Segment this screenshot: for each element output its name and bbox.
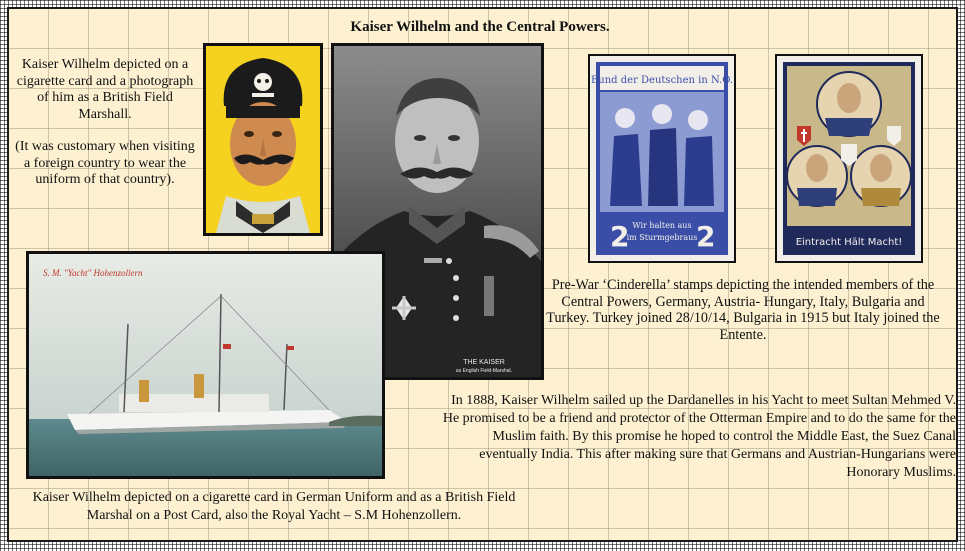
sultan-paragraph: In 1888, Kaiser Wilhelm sailed up the Dardanelles in his Yacht to meet Sultan Mehmed V. He promised to be a friend and protector of the Otterman Empire and to do the same for the Muslim faith. By this promise he hoped to control the Middle East, the Suez Canal eventually India. This after making sure that Germans and Austrian-Hungarians were Honorary Muslims. — [442, 393, 956, 480]
photo-caption-line-2: as English Field-Marshal. — [455, 368, 513, 374]
cinderella-stamp-bund — [588, 54, 736, 263]
stamps-caption: Pre-War ‘Cinderella’ stamps depicting the intended members of the Central Powers, Germany, Austria- Hungary, Italy, Bulgaria and Turkey. Turkey joined 28/10/14, Bulgaria in 1915 but Italy joined the Entente. — [546, 277, 940, 343]
stamp1-top-text: Bund der Deutschen in N.Ö. — [590, 75, 734, 86]
page-title: Kaiser Wilhelm and the Central Powers. — [350, 19, 610, 35]
photo-caption-line-1: THE KAISER — [463, 359, 505, 366]
stamp2-bottom-text: Eintracht Hält Macht! — [795, 237, 903, 248]
card-caption — [14, 57, 196, 189]
stamp1-value-right: 2 — [696, 220, 716, 253]
stamp1-bottom-line-2: im Sturmgebraus — [626, 233, 698, 242]
cigarette-card-image — [203, 43, 323, 236]
card-caption-line-1: Kaiser Wilhelm depicted on a cigarette card and a photograph of him as a British Field Marshall. — [16, 57, 194, 122]
postcard-caption: Kaiser Wilhelm depicted on a cigarette card in German Uniform and as a British Field Marshal on a Post Card, also the Royal Yacht – S.M Hohenzollern. — [32, 490, 516, 523]
cinderella-stamp-eintracht — [775, 54, 923, 263]
royal-yacht-postcard — [26, 251, 385, 479]
card-caption-line-2: (It was customary when visiting a foreign country to wear the uniform of that country). — [15, 139, 195, 187]
stamp1-bottom-line-1: Wir halten aus — [632, 221, 692, 230]
stamp1-value-left: 2 — [610, 220, 630, 253]
postcard-label: S. M. "Yacht" Hohenzollern — [43, 268, 143, 278]
